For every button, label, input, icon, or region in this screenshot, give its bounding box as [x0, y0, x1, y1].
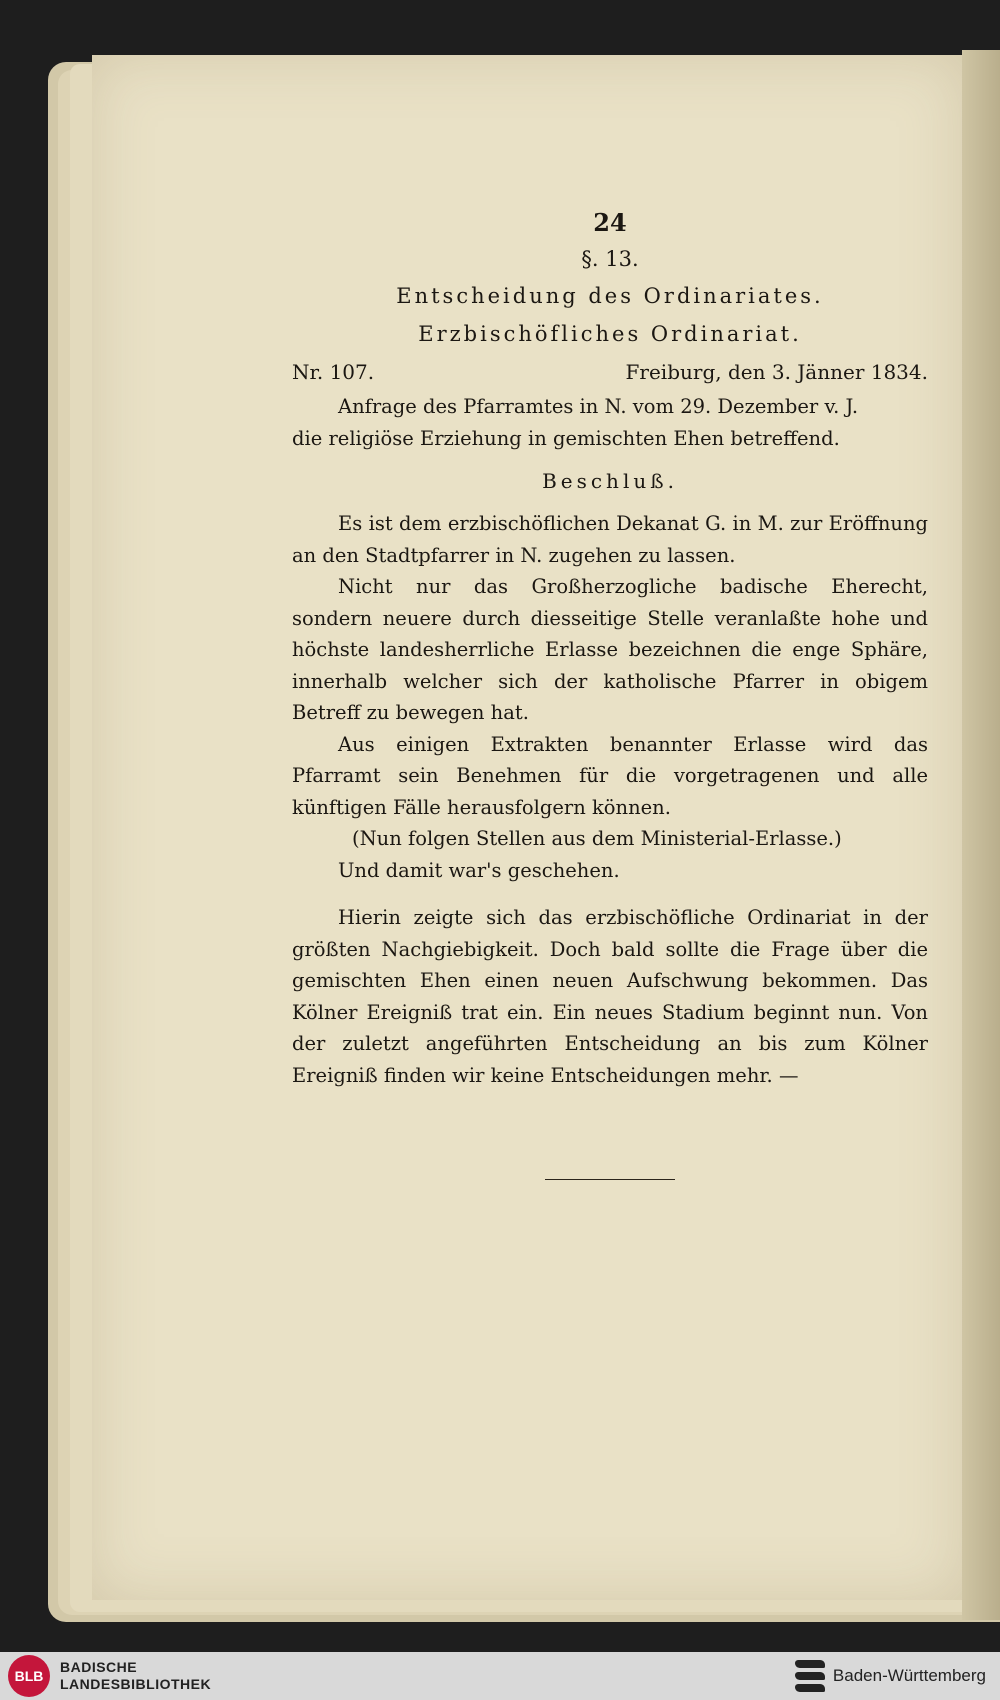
footer-bar [0, 1652, 1000, 1700]
resolution-heading: Beschluß. [542, 469, 678, 493]
state-name: Baden-Württemberg [832, 1666, 986, 1685]
library-branding[interactable] [8, 1655, 211, 1697]
paragraph: (Nun folgen Stellen aus dem Ministerial-Erlasse.) [352, 827, 842, 850]
reference-place-date: Freiburg, den 3. Jänner 1834. [625, 360, 928, 384]
end-rule [545, 1179, 675, 1180]
book-gutter [962, 50, 1000, 1620]
section-number: §. 13. [581, 247, 639, 271]
paragraph: Aus einigen Extrakten benannter Erlasse wird das Pfarramt sein Benehmen für die vorgetragenen und alle künftigen Fälle herausfolgern können. [292, 732, 928, 819]
subject-line: Anfrage des Pfarramtes in N. vom 29. Dezember v. J. [338, 395, 859, 418]
library-logo: BLB [8, 1655, 50, 1697]
subject-line: die religiöse Erziehung in gemischten Ehen betreffend. [292, 426, 840, 450]
paragraph: Nicht nur das Großherzogliche badische Eherecht, sondern neuere durch diesseitige Stelle veranlaßte hohe und höchste landesherrliche Erlasse bezeichnen die enge Sphäre, innerhalb welcher sich der katholische Pfarrer in obigem Betreff zu bewegen hat. [292, 575, 928, 724]
page-text [292, 205, 928, 1180]
three-lions-icon [795, 1658, 825, 1694]
paragraph: Und damit war's geschehen. [338, 858, 620, 882]
paragraph-gap [292, 886, 928, 902]
paragraph: Hierin zeigte sich das erzbischöfliche Ordinariat in der größten Nachgiebigkeit. Doch bald sollte die Frage über die gemischten Ehen einen neuen Aufschwung bekommen. Das Kölner Ereigniß trat ein. Ein neues Stadium beginnt nun. Von der zuletzt angeführten Entscheidung an bis zum Kölner Ereigniß finden wir keine Entscheidungen mehr. — [292, 906, 928, 1087]
reference-number: Nr. 107. [292, 360, 375, 384]
paragraph: Es ist dem erzbischöflichen Dekanat G. in M. zur Eröffnung an den Stadtpfarrer in N. zugehen zu lassen. [292, 512, 928, 567]
section-heading: Entscheidung des Ordinariates. [396, 284, 824, 308]
library-name [60, 1659, 211, 1693]
section-subheading: Erzbischöfliches Ordinariat. [418, 322, 802, 346]
page-number: 24 [593, 208, 627, 237]
library-name-line: LANDESBIBLIOTHEK [60, 1676, 212, 1692]
state-branding[interactable] [795, 1658, 986, 1694]
library-name-line: BADISCHE [60, 1659, 138, 1675]
reference-line [292, 353, 928, 391]
